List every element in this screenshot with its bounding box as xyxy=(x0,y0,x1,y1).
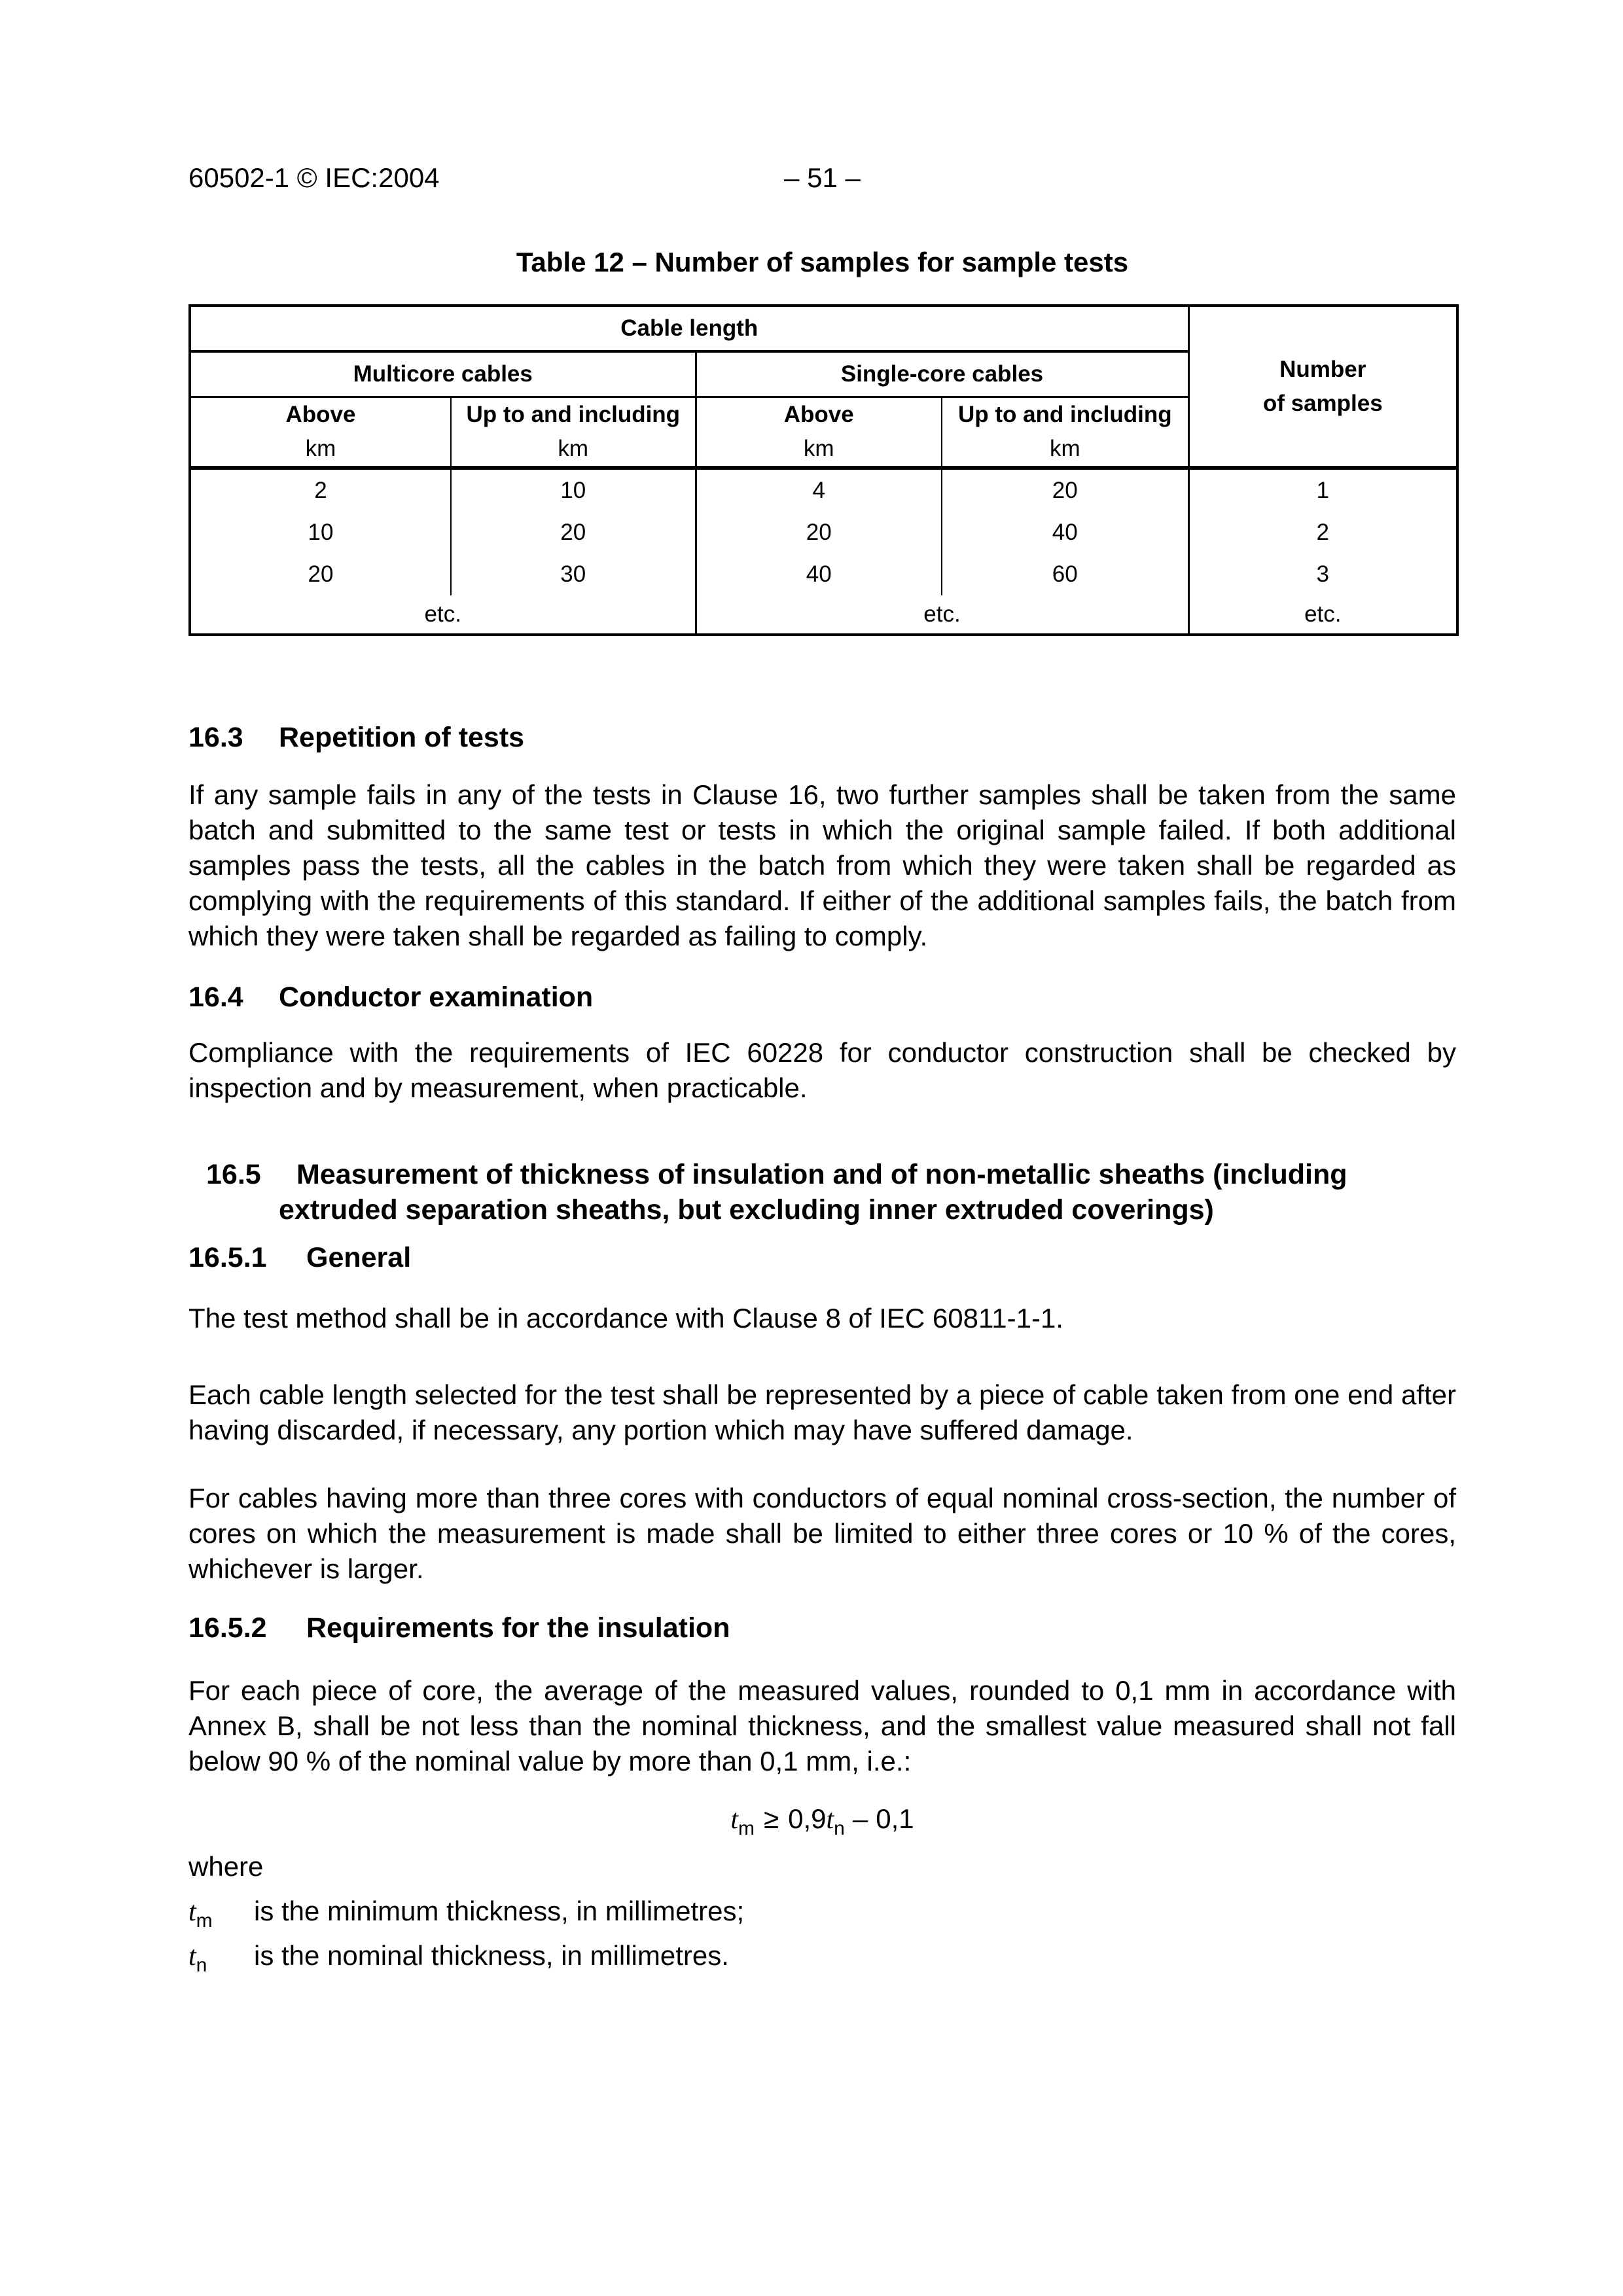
formula-coefficient: 0,9 xyxy=(788,1803,827,1834)
km-unit-label: km xyxy=(803,436,834,461)
table-row xyxy=(190,554,1457,595)
paragraph: Each cable length selected for the test shall be represented by a piece of cable taken from one end after having discarded, if necessary, any portion which may have suffered damage. xyxy=(188,1379,1456,1445)
section-number: 16.5.2 xyxy=(188,1612,267,1644)
section-heading-16-5 xyxy=(188,1157,1456,1227)
table-cell: 30 xyxy=(451,554,696,595)
table-cell: 4 xyxy=(696,468,942,512)
section-number: 16.5.1 xyxy=(188,1242,267,1273)
table-cell: 1 xyxy=(1316,478,1330,503)
table-cell: 3 xyxy=(1316,561,1330,587)
header-cell-upto-singlecore xyxy=(942,397,1188,468)
table-cell: 10 xyxy=(451,468,696,512)
definition-tm xyxy=(188,1894,1456,1932)
definition-symbol: $t_m$ xyxy=(188,1897,213,1932)
formula-variable-tn: t xyxy=(826,1805,834,1835)
section-title: General xyxy=(306,1242,412,1273)
definition-symbol: $t_n$ xyxy=(188,1941,207,1976)
definition-tn xyxy=(188,1938,1456,1976)
table-row xyxy=(190,512,1457,554)
table-cell: 20 xyxy=(942,468,1188,512)
table-title: Table 12 – Number of samples for sample tests xyxy=(516,247,1129,277)
formula-subscript-n: n xyxy=(834,1818,845,1839)
definition-text: is the nominal thickness, in millimetres. xyxy=(254,1940,729,1971)
km-unit-label: km xyxy=(305,436,336,461)
km-unit-label: km xyxy=(1049,436,1080,461)
above-label: Above xyxy=(783,402,854,427)
header-cell-cable-length: Cable length xyxy=(190,306,1188,351)
where-label: where xyxy=(188,1851,264,1882)
paragraph: For cables having more than three cores with conductors of equal nominal cross-section, the number of cores on which the measurement is made shall be limited to either three cores or 10 % of the cores, whichever is larger. xyxy=(188,1483,1456,1584)
formula-subscript-m: m xyxy=(738,1818,755,1839)
table-cell: 20 xyxy=(696,512,942,554)
section-title: Repetition of tests xyxy=(279,722,525,753)
above-label: Above xyxy=(285,402,356,427)
paragraph: Compliance with the requirements of IEC 60228 for conductor construction shall be checked by inspection and by measurement, when practicable. xyxy=(188,1037,1456,1103)
up-to-label: Up to and including xyxy=(466,402,681,427)
table-cell: 20 xyxy=(190,554,451,595)
table-etc-row xyxy=(190,595,1457,635)
section-number: 16.5 xyxy=(206,1159,261,1190)
header-cell-multicore: Multicore cables xyxy=(190,351,696,397)
formula xyxy=(188,1801,1456,1837)
table-cell: 2 xyxy=(190,468,451,512)
paragraph: For each piece of core, the average of the measured values, rounded to 0,1 mm in accordance with Annex B, shall be not less than the nominal thickness, and the smallest value measured shall not fall below 90 % of the nominal value by more than 0,1 mm, i.e.: xyxy=(188,1675,1456,1776)
header-cell-single-core: Single-core cables xyxy=(696,351,1188,397)
samples-table xyxy=(188,304,1459,636)
formula-relation: ≥ xyxy=(764,1803,779,1834)
etc-cell-multicore: etc. xyxy=(190,595,696,635)
up-to-label: Up to and including xyxy=(957,402,1172,427)
formula-constant: 0,1 xyxy=(876,1803,914,1834)
paragraph: If any sample fails in any of the tests in Clause 16, two further samples shall be taken from the same batch and submitted to the same test or tests in which the original sample failed. If both additional samples pass the tests, all the cables in the batch from which they were taken shall be regarded as complying with the requirements of this standard. If either of the additional samples fails, the batch from which they were taken shall be regarded as failing to comply. xyxy=(188,779,1456,951)
section-title: Conductor examination xyxy=(279,981,594,1013)
etc-cell-singlecore: etc. xyxy=(696,595,1188,635)
table-cell: 40 xyxy=(696,554,942,595)
section-heading-16-4 xyxy=(188,980,1456,1015)
table-row xyxy=(190,468,1457,512)
number-of-samples-line1: Number xyxy=(1279,356,1366,382)
section-heading-16-3 xyxy=(188,720,1456,755)
section-heading-16-5-2 xyxy=(188,1610,1456,1646)
paragraph: The test method shall be in accordance with Clause 8 of IEC 60811-1-1. xyxy=(188,1303,1063,1333)
formula-variable-tm: t xyxy=(730,1805,739,1835)
section-title: Requirements for the insulation xyxy=(306,1612,730,1644)
table-header-row-1 xyxy=(190,306,1457,351)
number-of-samples-line2: of samples xyxy=(1262,390,1383,416)
table-cell: 60 xyxy=(942,554,1188,595)
section-number: 16.3 xyxy=(188,722,243,753)
page-number: – 51 – xyxy=(784,162,861,193)
section-title: Measurement of thickness of insulation and of non-metallic sheaths (including extruded separation sheaths, but excluding inner extruded coverings) xyxy=(279,1159,1347,1226)
definition-text: is the minimum thickness, in millimetres; xyxy=(254,1896,745,1926)
header-cell-number-of-samples xyxy=(1188,306,1457,468)
km-unit-label: km xyxy=(558,436,589,461)
section-heading-16-5-1 xyxy=(188,1240,1456,1275)
table-cell: 40 xyxy=(942,512,1188,554)
formula-minus: – xyxy=(852,1803,868,1834)
header-cell-above-singlecore xyxy=(696,397,942,468)
table-cell: 10 xyxy=(190,512,451,554)
doc-reference: 60502-1 © IEC:2004 xyxy=(188,162,440,193)
section-number: 16.4 xyxy=(188,981,243,1013)
table-cell: 20 xyxy=(451,512,696,554)
page-content xyxy=(188,160,1456,1976)
header-cell-upto-multicore xyxy=(451,397,696,468)
etc-cell-samples: etc. xyxy=(1304,601,1342,627)
table-cell: 2 xyxy=(1316,520,1330,545)
page-header xyxy=(188,160,1456,196)
header-cell-above-multicore xyxy=(190,397,451,468)
